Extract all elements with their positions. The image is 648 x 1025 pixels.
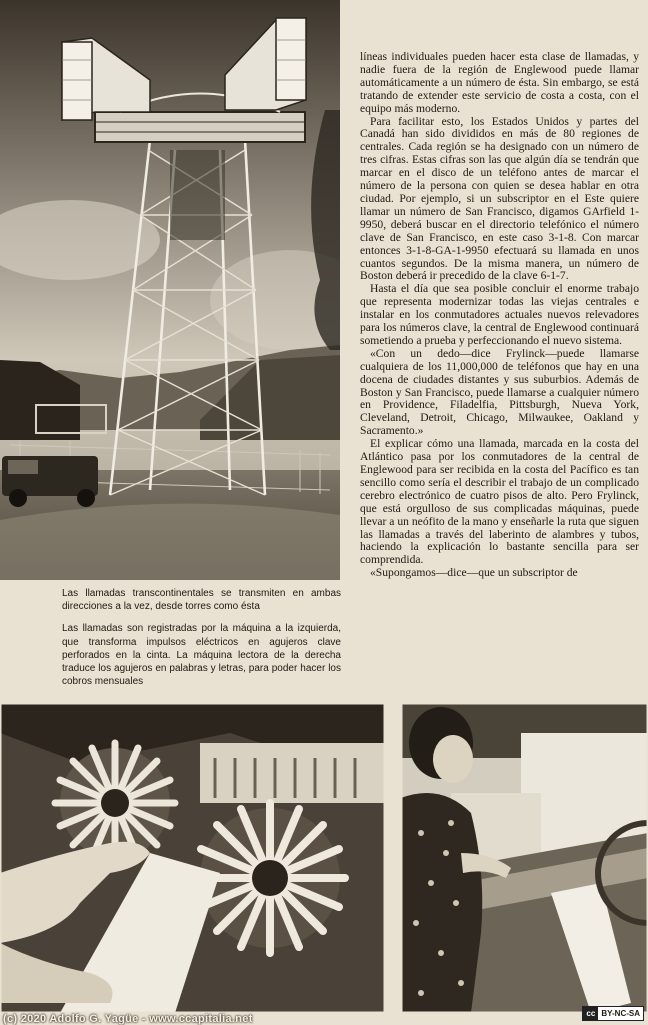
page-footer: [0, 1013, 648, 1024]
article-paragraph: líneas individuales pueden hacer esta clase de llamadas, y nadie fuera de la región de Englewood puede llamar automáticamente a un número de ésta. Sin embargo, se está tratando de extender este servicio de costa a costa, con el equipo más moderno.: [360, 50, 639, 115]
article-column: [360, 51, 639, 580]
article-paragraph: «Supongamos—dice—que un subscriptor de: [370, 566, 578, 580]
machines-caption: Las llamadas son registradas por la máquina a la izquierda, que transforma impulsos eléctricos en agujeros clave perforados en la cinta. La máquina lectora de la derecha traduce los agujeros en palabras y letras, para poder hacer los cobros mensuales: [62, 623, 341, 688]
tower-caption: Las llamadas transcontinentales se transmiten en ambas direcciones a la vez, desde torres como ésta: [62, 588, 341, 613]
article-paragraph: «Con un dedo—dice Frylinck—puede llamarse cualquiera de los 11,000,000 de teléfonos que hay en una docena de ciudades distantes y sus suburbios. Además de Boston y San Francisco, puede llamarse a cualquier número en Providence, Filadelfia, Pittsburgh, Nueva York, Cleveland, Detroit, Chicago, Milwaukee, Oakland y Sacramento.»: [360, 346, 639, 438]
recording-machine-photo: [0, 703, 385, 1013]
cc-license-badge: [582, 1006, 644, 1021]
article-paragraph: El explicar cómo una llamada, marcada en la costa del Atlántico pasa por los conmutadores de la central de Englewood para ser recibida en la costa del Pacífico es tan sencillo como sería el describir el trabajo de un complicado cerebro electrónico de cuatro pisos de alto. Pero Frylinck, que está orgulloso de sus complicadas máquinas, puede llevar a un neófito de la mano y enseñarle la ruta que siguen las llamadas a través del laberinto de alambres y tubos, haciendo la explicación lo bastante sencilla para ser comprendida.: [360, 437, 639, 567]
copyright-credit: (c) 2020 Adolfo G. Yagüe - www.ccapitalia.net: [3, 1013, 253, 1025]
tower-photo: [0, 0, 340, 580]
operator-photo: [401, 703, 648, 1013]
license-label: BY-NC-SA: [601, 1009, 640, 1018]
cc-icon: cc: [583, 1007, 598, 1020]
article-paragraph: Para facilitar esto, los Estados Unidos y partes del Canadá han sido divididos en más de 80 regiones de centrales. Cada región se ha designado con un número de tres cifras. Estas cifras son las que algún día se tendrán que marcar en el disco de un teléfono antes de marcar el número de la persona con quien se desea hablar en otra ciudad. Por ejemplo, si un subscriptor en el Este quiere llamar un número de San Francisco, digamos GArfield 1-9950, deberá buscar en el directorio telefónico el número clave de San Francisco, en este caso 3-1-8. Con marcar entonces 3-1-8-GA-1-9950 efectuará su llamada en unos cuantos segundos. De la misma manera, un número de Boston deberá ir precedido de la clave 6-1-7.: [360, 114, 639, 283]
photo-captions: [62, 587, 341, 697]
article-paragraph: Hasta el día que sea posible concluir el enorme trabajo que representa modernizar todas las viejas centrales e instalar en los conmutadores actuales nuevos relevadores para los números clave, la central de Englewood continuará sometiendo a prueba y perfeccionando el nuevo sistema.: [360, 282, 639, 347]
